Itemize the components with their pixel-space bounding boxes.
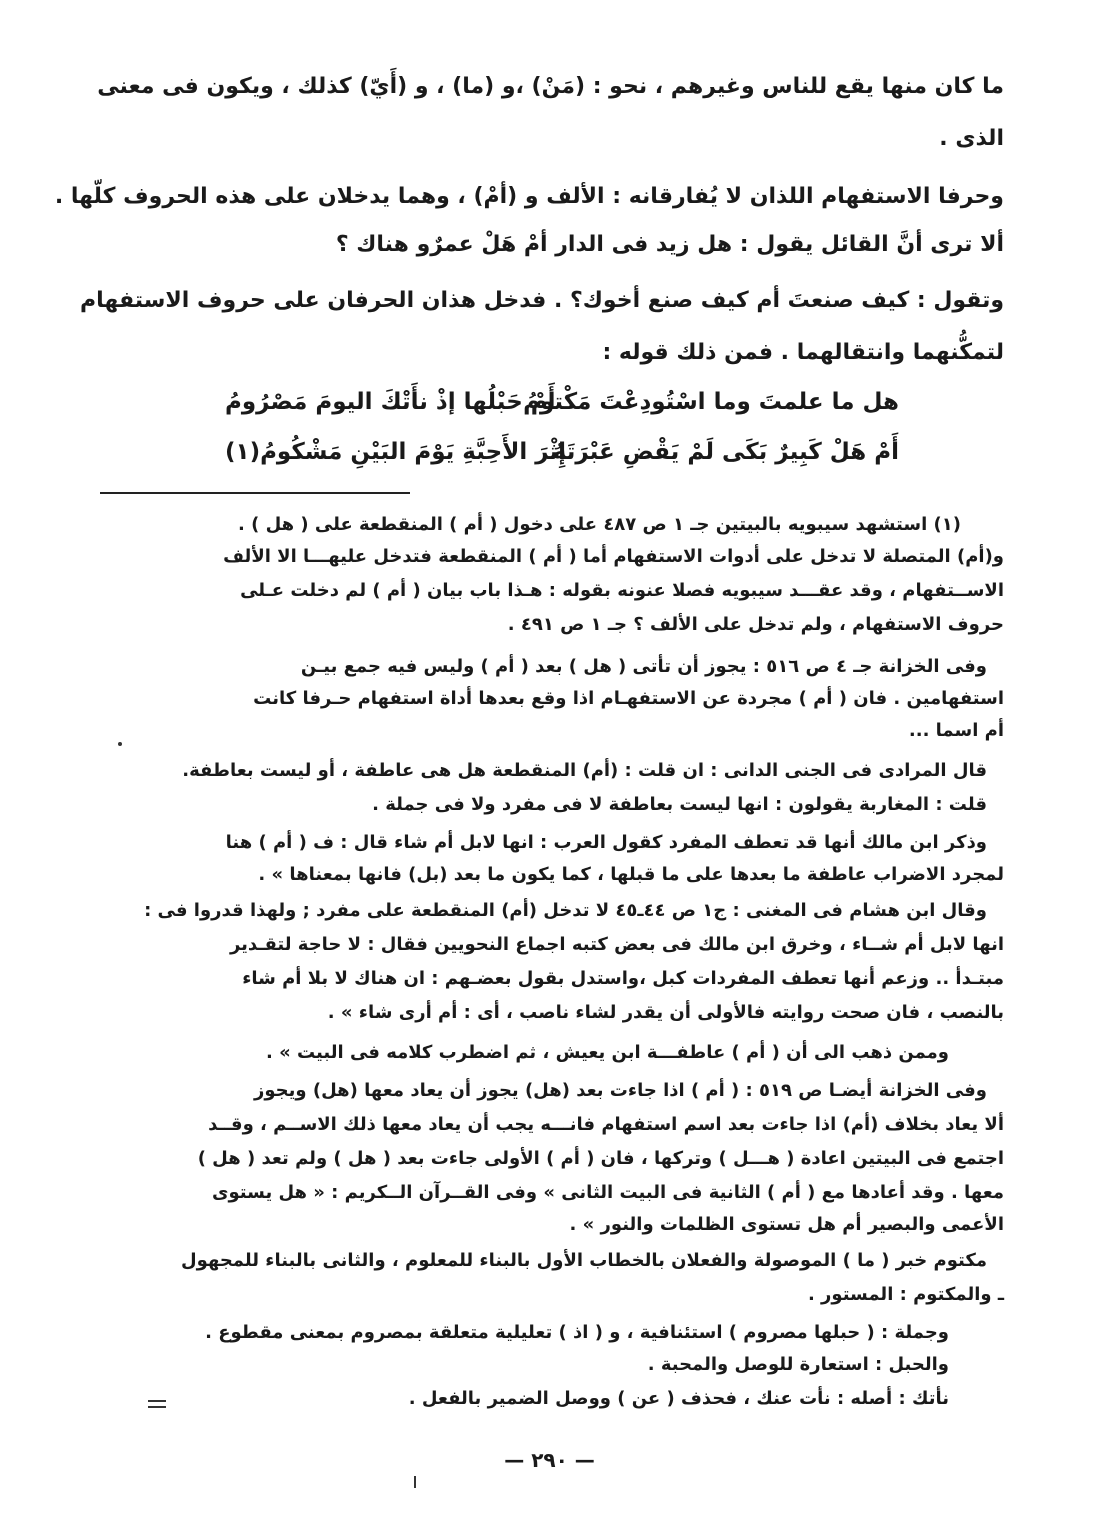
footnote-line: الاســتفهام ، وقد عقـــد سيبويه فصلا عنونه بقوله : هـذا باب بيان ( أم ) لم دخلت عـلى (240, 580, 1004, 601)
footnote-line: قال المرادى فى الجنى الدانى : ان قلت : (أم) المنقطعة هل هى عاطفة ، أو ليست بعاطفة. (182, 760, 987, 781)
footnote-line: والحبل : استعارة للوصل والمحبة . (647, 1354, 949, 1375)
verse-1-first-hemistich: هل ما علمتَ وما اسْتُودِعْتَ مَكْتومُ (523, 389, 899, 415)
footnote-separator (100, 492, 410, 494)
footnote-line: ألا يعاد بخلاف (أم) اذا جاءت بعد اسم استفهام فانـــه يجب أن يعاد معها ذلك الاســم ، وقــد (208, 1114, 1004, 1135)
footnote-line: مكتوم خبر ( ما ) الموصولة والفعلان بالخطاب الأول بالبناء للمعلوم ، والثانى بالبناء للمجهول (181, 1250, 987, 1271)
footnote-line: ـ والمكتوم : المستور . (807, 1284, 1004, 1305)
scan-mark (118, 742, 122, 746)
body-line: لتمكُّنهما وانتقالهما . فمن ذلك قوله : (602, 340, 1004, 365)
body-line: الذى . (939, 126, 1004, 151)
footnote-line: اجتمع فى البيتين اعادة ( هـــل ) وتركها ، فان ( أم ) الأولى جاءت بعد ( هل ) ولم تعد ( هل ) (197, 1148, 1004, 1169)
footnote-line: و(أم) المتصلة لا تدخل على أدوات الاستفهام أما ( أم ) المنقطعة فتدخل عليهـــا الا الألف (223, 546, 1004, 567)
footnote-line: وجملة : ( حبلها مصروم ) استئنافية ، و ( اذ ) تعليلية متعلقة بمصروم بمعنى مقطوع . (205, 1322, 949, 1343)
footnote-line: استفهامين . فان ( أم ) مجردة عن الاستفهـام اذا وقع بعدها أداة استفهام حـرفا كانت (253, 688, 1004, 709)
verse-2-first-hemistich: أَمْ هَلْ كَبِيرٌ بَكَى لَمْ يَقْضِ عَبْرَتَهُ (552, 439, 899, 465)
footnote-line: وفى الخزانة جـ ٤ ص ٥١٦ : يجوز أن تأتى ( هل ) بعد ( أم ) وليس فيه جمع بيـن (300, 656, 987, 677)
footnote-line: مبتـدأ .. وزعم أنها تعطف المفردات كبل ،واستدل بقول بعضـهم : ان هناك لا بلا أم شاء (242, 968, 1004, 989)
body-line: وتقول : كيف صنعتَ أم كيف صنع أخوك؟ . فدخل هذان الحرفان على حروف الاستفهام (80, 288, 1004, 313)
footnote-line: حروف الاستفهام ، ولم تدخل على الألف ؟ جـ ١ ص ٤٩١ . (507, 614, 1004, 635)
verse-2-second-hemistich: إِثْرَ الأَحِبَّةِ يَوْمَ البَيْنِ مَشْكُومُ(١) (225, 439, 567, 465)
footnote-line: الأعمى والبصير أم هل تستوى الظلمات والنور » . (569, 1214, 1004, 1235)
footnote-line: أم اسما ... (908, 720, 1004, 741)
footnote-line: وفى الخزانة أيضـا ص ٥١٩ : ( أم ) اذا جاءت بعد (هل) يجوز أن يعاد معها (هل) ويجوز (254, 1080, 987, 1101)
footnote-line: وذكر ابن مالك أنها قد تعطف المفرد كقول العرب : انها لابل أم شاء قال : ف ( أم ) هنا (225, 832, 987, 853)
body-line: ألا ترى أنَّ القائل يقول : هل زيد فى الدار أمْ هَلْ عمرٌو هناك ؟ (335, 232, 1004, 257)
footnote-line: (١) استشهد سيبويه بالبيتين جـ ١ ص ٤٨٧ على دخول ( أم ) المنقطعة على ( هل ) . (237, 514, 961, 535)
footnote-line: انها لابل أم شــاء ، وخرق ابن مالك فى بعض كتبه اجماع النحويين فقال : لا حاجة لتقـدير (229, 934, 1004, 955)
footnote-line: لمجرد الاضراب عاطفة ما بعدها على ما قبلها ، كما يكون ما بعد (بل) فانها بمعناها » . (258, 864, 1004, 885)
footnote-line: بالنصب ، فان صحت روايته فالأولى أن يقدر لشاء ناصب ، أى : أم أرى شاء » . (327, 1002, 1004, 1023)
page-number: — ٢٩٠ — (504, 1448, 595, 1472)
scan-mark (148, 1400, 166, 1402)
verse-1-second-hemistich: أَمْ حَبْلُها إذْ نأَتْكَ اليومَ مَصْرُومُ (225, 389, 556, 415)
footnote-line: وقال ابن هشام فى المغنى : ج١ ص ٤٤ـ٤٥ لا تدخل (أم) المنقطعة على مفرد ; ولهذا قدروا فى : (144, 900, 987, 921)
footnote-line: وممن ذهب الى أن ( أم ) عاطفـــة ابن يعيش ، ثم اضطرب كلامه فى البيت » . (266, 1042, 949, 1063)
scan-mark (148, 1406, 166, 1408)
scan-mark (414, 1476, 416, 1488)
body-line: ما كان منها يقع للناس وغيرهم ، نحو : (مَنْ) ،و (ما) ، و (أَيّ) كذلك ، ويكون فى معنى (97, 74, 1004, 99)
footnote-line: قلت : المغاربة يقولون : انها ليست بعاطفة لا فى مفرد ولا فى جملة . (372, 794, 987, 815)
footnote-line: نأتك : أصله : نأت عنك ، فحذف ( عن ) ووصل الضمير بالفعل . (408, 1388, 949, 1409)
footnote-line: معها . وقد أعادها مع ( أم ) الثانية فى البيت الثانى » وفى القــرآن الــكريم : « هل يستوى (212, 1182, 1004, 1203)
body-line: وحرفا الاستفهام اللذان لا يُفارقانه : الألف و (أمْ) ، وهما يدخلان على هذه الحروف كلّها . (54, 184, 1004, 209)
